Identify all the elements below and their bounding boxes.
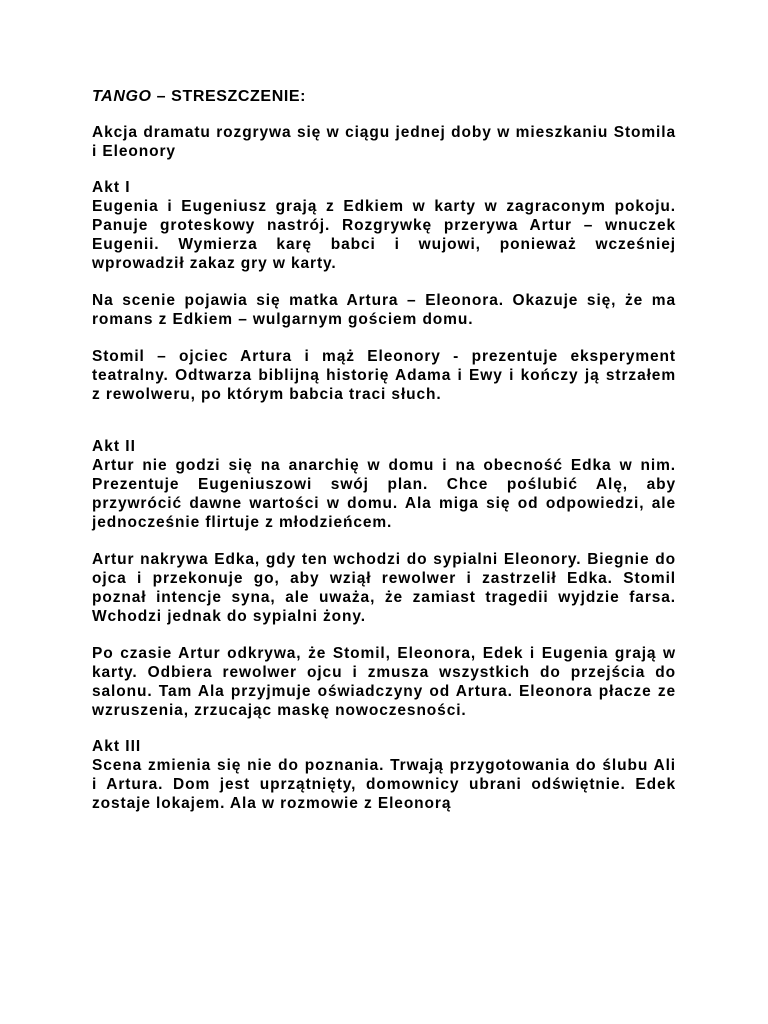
act3-heading: Akt III [92,738,142,755]
act3-paragraph-1: Scena zmienia się nie do poznania. Trwają przygotowania do ślubu Ali i Artura. Dom jest uprzątnięty, domownicy ubrani odświętnie. Edek zostaje lokajem. Ala w rozmowie z Eleonorą [92,757,676,812]
act2-heading: Akt II [92,438,136,455]
title-work-name: TANGO [92,88,152,105]
act1-paragraph-1: Eugenia i Eugeniusz grają z Edkiem w karty w zagraconym pokoju. Panuje groteskowy nastrój. Rozgrywkę przerywa Artur – wnuczek Eugenii. Wymierza karę babci i wujowi, ponieważ wcześniej wprowadził zakaz gry w karty. [92,198,676,272]
act2-paragraph-2: Artur nakrywa Edka, gdy ten wchodzi do sypialni Eleonory. Biegnie do ojca i przekonuje go, aby wziął rewolwer i zastrzelił Edka. Stomil poznał intencje syna, ale uważa, że zamiast tragedii wyjdzie farsa. Wchodzi jednak do sypialni żony. [92,551,676,625]
act2-paragraph-1: Artur nie godzi się na anarchię w domu i na obecność Edka w nim. Prezentuje Eugeniuszowi swój plan. Chce poślubić Alę, aby przywrócić dawne wartości w domu. Ala miga się od odpowiedzi, ale jednocześnie flirtuje z młodzieńcem. [92,457,676,531]
act1-heading: Akt I [92,179,131,196]
act2-paragraph-3: Po czasie Artur odkrywa, że Stomil, Eleonora, Edek i Eugenia grają w karty. Odbiera rewolwer ojcu i zmusza wszystkich do przejścia do salonu. Tam Ala przyjmuje oświadczyny od Artura. Eleonora płacze ze wzruszenia, zrzucając maskę nowoczesności. [92,645,676,719]
act1-paragraph-2: Na scenie pojawia się matka Artura – Eleonora. Okazuje się, że ma romans z Edkiem – wulgarnym gościem domu. [92,292,676,328]
title-subtitle: – STRESZCZENIE: [151,88,307,105]
document-title [92,88,676,106]
intro-paragraph: Akcja dramatu rozgrywa się w ciągu jednej doby w mieszkaniu Stomila i Eleonory [92,124,676,160]
act1-paragraph-3: Stomil – ojciec Artura i mąż Eleonory - prezentuje eksperyment teatralny. Odtwarza biblijną historię Adama i Ewy i kończy ją strzałem z rewolweru, po którym babcia traci słuch. [92,348,676,403]
